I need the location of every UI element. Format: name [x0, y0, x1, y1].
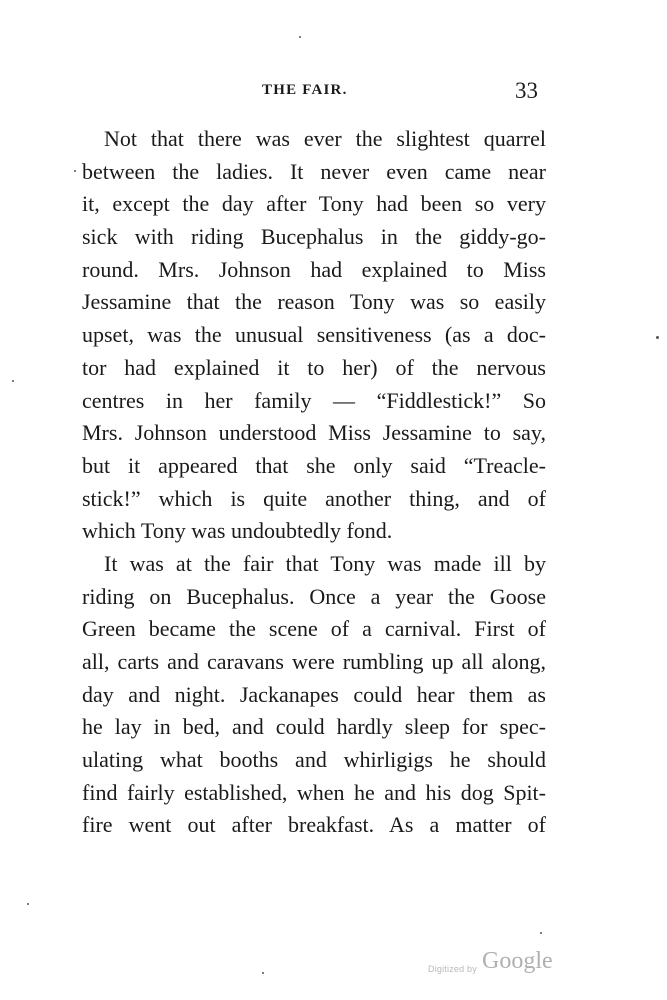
text-line: find fairly established, when he and his dog Spit-	[82, 779, 546, 805]
text-line: upset, was the unusual sensitiveness (as a doc-	[82, 322, 546, 348]
text-line: stick!” which is quite another thing, and of	[82, 485, 546, 511]
digitized-watermark	[428, 950, 568, 984]
text-line: sick with riding Bucephalus in the giddy-go-	[82, 224, 546, 250]
text-line: Jessamine that the reason Tony was so easily	[82, 289, 546, 315]
scan-speck	[27, 903, 29, 905]
watermark-caption: Digitized by	[428, 964, 477, 974]
scan-speck	[74, 170, 76, 172]
text-line: Green became the scene of a carnival. First of	[82, 616, 546, 642]
text-line: centres in her family — “Fiddlestick!” So	[82, 387, 546, 413]
running-header	[0, 80, 667, 110]
text-line: fire went out after breakfast. As a matter of	[82, 812, 546, 838]
scan-speck	[262, 972, 264, 974]
google-logo: Google	[482, 948, 553, 974]
body-text	[82, 123, 546, 842]
text-line: round. Mrs. Johnson had explained to Miss	[82, 256, 546, 282]
text-line: it, except the day after Tony had been so very	[82, 191, 546, 217]
text-line: all, carts and caravans were rumbling up all along,	[82, 649, 546, 674]
page-number: 33	[515, 78, 538, 103]
text-line: between the ladies. It never even came near	[82, 158, 546, 184]
text-line: he lay in bed, and could hardly sleep for spec-	[82, 714, 546, 740]
scan-speck	[656, 336, 659, 339]
text-line: tor had explained it to her) of the nervous	[82, 354, 546, 380]
scan-speck	[12, 380, 14, 382]
scan-speck	[299, 36, 301, 38]
text-line: but it appeared that she only said “Treacle-	[82, 452, 546, 478]
running-title: THE FAIR.	[262, 82, 348, 98]
text-line: day and night. Jackanapes could hear them as	[82, 681, 546, 707]
text-line: which Tony was undoubtedly fond.	[82, 518, 393, 544]
scan-speck	[540, 932, 542, 934]
text-line: Mrs. Johnson understood Miss Jessamine to say,	[82, 420, 546, 446]
text-line: Not that there was ever the slightest quarrel	[104, 126, 546, 151]
text-line: It was at the fair that Tony was made ill by	[104, 550, 546, 576]
text-line: riding on Bucephalus. Once a year the Goose	[82, 583, 546, 609]
text-line: ulating what booths and whirligigs he should	[82, 747, 546, 773]
